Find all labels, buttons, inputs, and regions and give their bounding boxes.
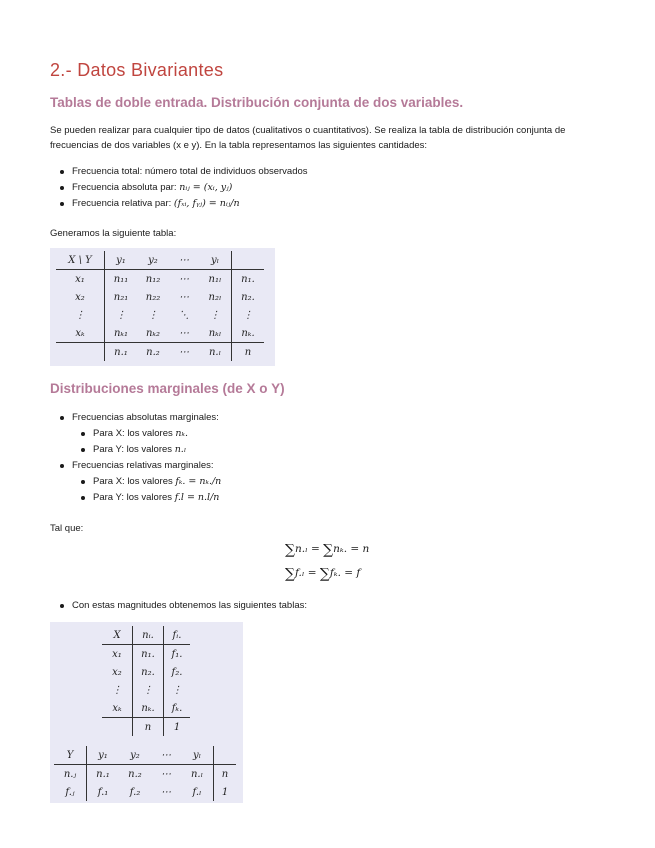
list-item: Frecuencias absolutas marginales: xyxy=(60,410,221,426)
table-totals-row xyxy=(56,343,264,362)
table-cell: nₖ₂ xyxy=(137,324,169,343)
table-cell: ⋮ xyxy=(102,681,133,699)
list-item: Para X: los valores nₖ. xyxy=(81,426,221,442)
table-cell: 1 xyxy=(173,721,181,733)
math-expression: (fₓᵢ, fᵧⱼ) = nᵢⱼ/n xyxy=(173,198,240,209)
table-cell: ⋯ xyxy=(179,346,189,358)
list-item: Con estas magnitudes obtenemos las siguientes tablas: xyxy=(60,598,307,614)
marginal-frequencies-list xyxy=(60,410,221,506)
list-item: Para Y: los valores n.ₗ xyxy=(81,442,221,458)
table-cell: n xyxy=(244,346,252,358)
table-cell: f.₂ xyxy=(129,786,141,798)
table-cell: nₖ. xyxy=(232,324,265,343)
table-cell: ⋯ xyxy=(161,786,171,798)
table-cell: ⋮ xyxy=(148,309,158,321)
marginal-sum-formula-1: ∑n.ₗ = ∑nₖ. = n xyxy=(285,542,370,558)
marginal-sum-formula-2: ∑f.ₗ = ∑fₖ. = f xyxy=(285,566,361,582)
table-cell: ⋮ xyxy=(133,681,164,699)
intro-line-1: Se pueden realizar para cualquier tipo de datos (cualitativos o cuantitativos). Se realiza la tabla de distribución conjunta de xyxy=(50,125,566,136)
intro-line-2: frecuencias de dos variables (x e y). En la tabla representamos las siguientes cantidades: xyxy=(50,140,428,151)
table-cell: fₖ. xyxy=(164,699,191,718)
table-cell: f.ₗ xyxy=(181,783,214,801)
table-cell: n₁ₗ xyxy=(199,270,232,289)
list-item: Para X: los valores fₖ. = nₖ./n xyxy=(81,474,221,490)
table-cell: 1 xyxy=(221,786,229,798)
table-cell: f₁. xyxy=(171,648,183,660)
table-cell: x₂ xyxy=(56,288,105,306)
joint-distribution-table xyxy=(56,251,264,361)
table-cell: n₁. xyxy=(241,273,255,285)
table-row xyxy=(102,663,190,681)
table-cell: n₂. xyxy=(241,291,255,303)
table-cell: n.₂ xyxy=(146,346,160,358)
table-cell: ⋯ xyxy=(169,251,199,270)
table-cell: n₂₂ xyxy=(145,291,161,303)
table-header-row xyxy=(102,626,190,645)
table-cell: ⋱ xyxy=(179,309,189,321)
table-cell: f.ⱼ xyxy=(54,783,87,801)
table-cell: n₂. xyxy=(133,663,164,681)
table-cell: f₂. xyxy=(171,666,183,678)
table-cell: Y xyxy=(54,746,87,765)
table-cell: yₗ xyxy=(199,251,232,270)
table-cell: xₖ xyxy=(102,699,133,718)
marginal-tables-image xyxy=(50,622,243,803)
math-expression: n.ₗ xyxy=(174,444,187,455)
table-cell: n₂₁ xyxy=(113,291,129,303)
table-cell: n₁₂ xyxy=(145,273,161,285)
quantities-list xyxy=(60,164,308,212)
table-row xyxy=(54,765,236,784)
table-cell: n.₁ xyxy=(114,346,128,358)
intro-paragraph xyxy=(50,123,610,153)
table-cell xyxy=(214,746,237,765)
table-cell: ⋮ xyxy=(243,309,253,321)
math-expression: f.l = n.l/n xyxy=(174,492,220,503)
table-cell: fᵢ. xyxy=(164,626,191,645)
table-cell: n.₁ xyxy=(96,768,110,780)
table-cell: n₁. xyxy=(133,645,164,664)
list-item: Frecuencia relativa par: (fₓᵢ, fᵧⱼ) = nᵢⱼ/n xyxy=(60,196,308,212)
math-expression: nᵢⱼ = (xᵢ, yⱼ) xyxy=(179,182,233,193)
table-cell: ⋯ xyxy=(151,746,181,765)
table-cell: nₖ. xyxy=(133,699,164,718)
table-cell: nₖ₁ xyxy=(105,324,138,343)
table-row xyxy=(102,645,190,664)
math-expression: fₖ. = nₖ./n xyxy=(175,476,222,487)
table-header-row xyxy=(56,251,264,270)
list-item: Para Y: los valores f.l = n.l/n xyxy=(81,490,221,506)
table-cell: n₁₁ xyxy=(113,273,129,285)
table-cell: f.₁ xyxy=(97,786,109,798)
sigma-symbol: ∑ xyxy=(285,566,295,582)
table-cell: n.ₗ xyxy=(181,765,214,784)
sigma-symbol: ∑ xyxy=(285,542,295,558)
table-cell: y₁ xyxy=(87,746,120,765)
table-intro-text: Generamos la siguiente tabla: xyxy=(50,228,177,239)
table-cell: ⋯ xyxy=(161,768,171,780)
table-row xyxy=(56,324,264,343)
table-row xyxy=(102,681,190,699)
table-cell: xₖ xyxy=(56,324,105,343)
sigma-symbol: ∑ xyxy=(319,566,330,582)
table-cell: ⋯ xyxy=(179,273,189,285)
list-item: Frecuencia absoluta par: nᵢⱼ = (xᵢ, yⱼ) xyxy=(60,180,308,196)
table-cell: ⋮ xyxy=(56,306,105,324)
marginal-x-table xyxy=(102,626,190,736)
table-header-row xyxy=(54,746,236,765)
table-cell: y₂ xyxy=(119,746,151,765)
sigma-symbol: ∑ xyxy=(323,542,334,558)
table-cell: nᵢ. xyxy=(133,626,164,645)
table-cell xyxy=(56,343,105,362)
table-cell: n₂ₗ xyxy=(199,288,232,306)
table-row xyxy=(56,306,264,324)
table-cell: ⋯ xyxy=(179,291,189,303)
table-cell: y₂ xyxy=(137,251,169,270)
table-cell xyxy=(102,718,133,737)
table-cell: x₁ xyxy=(102,645,133,664)
table-cell: n.ⱼ xyxy=(54,765,87,784)
table-cell: ⋯ xyxy=(169,324,199,343)
table-cell: n xyxy=(221,768,229,780)
table-row xyxy=(56,270,264,289)
table-cell: x₂ xyxy=(102,663,133,681)
section-heading-joint-distribution: Tablas de doble entrada. Distribución conjunta de dos variables. xyxy=(50,95,464,110)
list-item: Frecuencias relativas marginales: xyxy=(60,458,221,474)
table-row xyxy=(54,783,236,801)
section-heading-marginal-distributions: Distribuciones marginales (de X o Y) xyxy=(50,381,285,396)
table-cell xyxy=(232,251,265,270)
table-cell: X \ Y xyxy=(56,251,105,270)
table-cell: x₁ xyxy=(56,270,105,289)
tal-que-text: Tal que: xyxy=(50,523,84,534)
table-cell: nₖₗ xyxy=(199,324,232,343)
table-totals-row xyxy=(102,718,190,737)
table-cell: X xyxy=(102,626,133,645)
table-row xyxy=(56,288,264,306)
page-title: 2.- Datos Bivariantes xyxy=(50,60,224,80)
table-cell: n xyxy=(133,718,164,737)
table-cell: n.₂ xyxy=(128,768,142,780)
table-cell: ⋮ xyxy=(172,684,182,696)
table-cell: n.ₗ xyxy=(199,343,232,362)
final-list xyxy=(60,598,307,614)
joint-distribution-table-image xyxy=(50,248,275,366)
table-row xyxy=(102,699,190,718)
table-cell: yₗ xyxy=(181,746,214,765)
math-expression: nₖ. xyxy=(175,428,188,439)
table-cell: ⋮ xyxy=(116,309,126,321)
marginal-y-table xyxy=(54,746,236,801)
table-cell: ⋮ xyxy=(199,306,232,324)
list-item: Frecuencia total: número total de individuos observados xyxy=(60,164,308,180)
table-cell: y₁ xyxy=(105,251,138,270)
